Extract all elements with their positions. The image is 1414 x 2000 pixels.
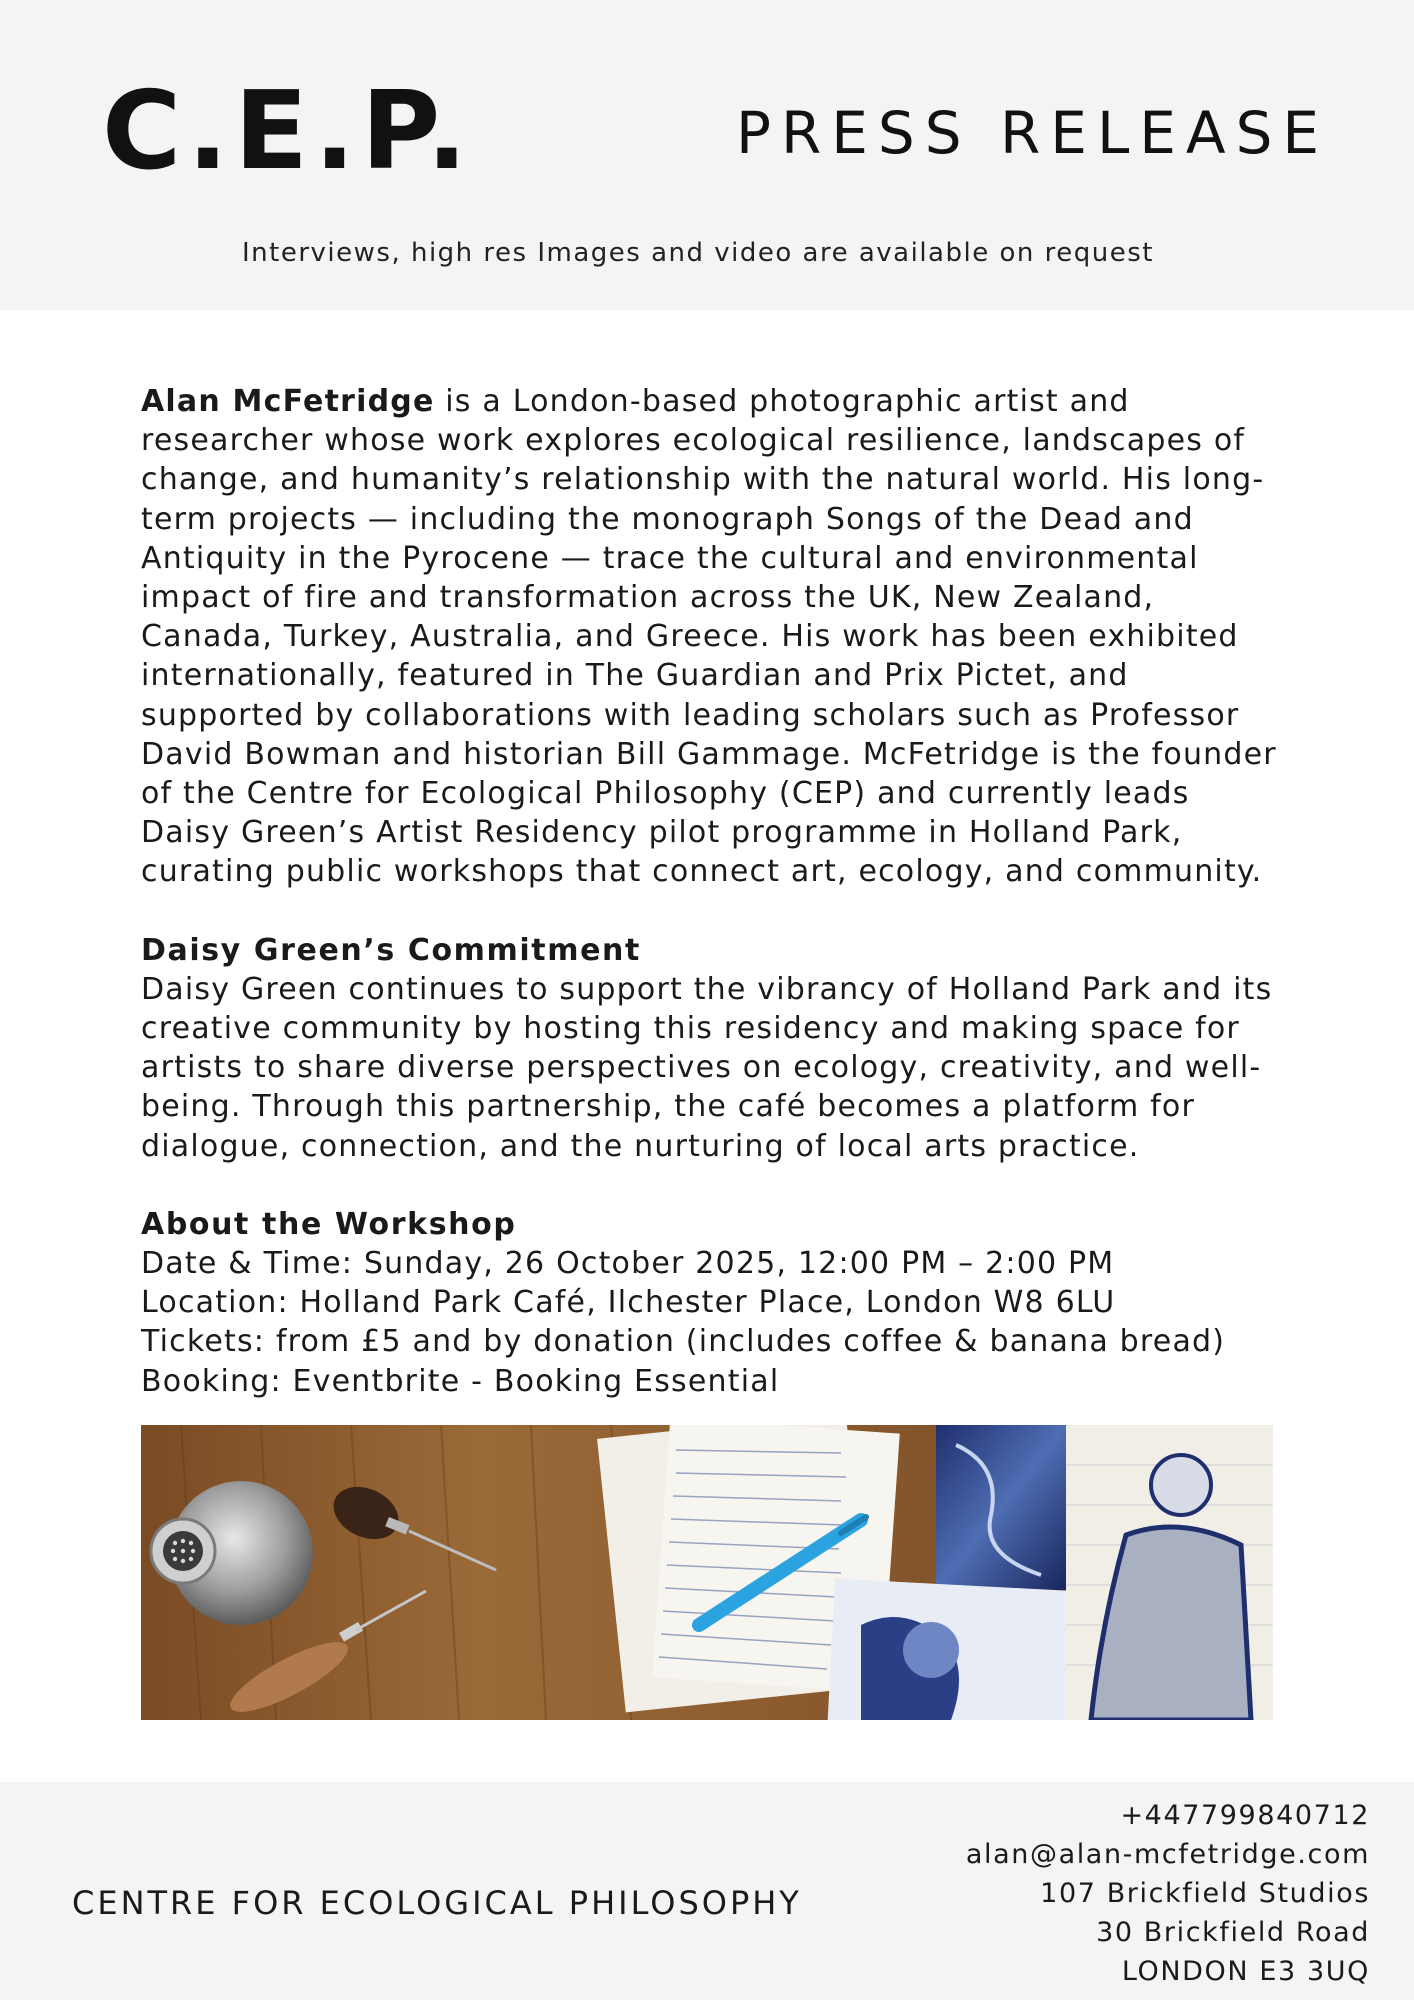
bio-line: supported by collaborations with leading scholars such as Professor <box>141 697 1240 733</box>
commitment-line: Daisy Green continues to support the vibrancy of Holland Park and its <box>141 971 1273 1007</box>
bio-line: internationally, featured in The Guardian and Prix Pictet, and <box>141 658 1129 694</box>
workshop-location: Location: Holland Park Café, Ilchester Place, London W8 6LU <box>141 1285 1116 1321</box>
workshop-photo <box>141 1425 1273 1720</box>
bio-line: change, and humanity’s relationship with the natural world. His long- <box>141 462 1265 498</box>
workshop-booking: Booking: Eventbrite - Booking Essential <box>141 1363 780 1399</box>
bio-line: of the Centre for Ecological Philosophy (CEP) and currently leads <box>141 776 1190 812</box>
footer <box>0 1782 1414 2000</box>
workshop-heading: About the Workshop <box>141 1206 517 1242</box>
workshop-date: Date & Time: Sunday, 26 October 2025, 12:00 PM – 2:00 PM <box>141 1246 1115 1282</box>
bio-line: David Bowman and historian Bill Gammage. McFetridge is the founder <box>141 736 1277 772</box>
availability-note: Interviews, high res Images and video are available on request <box>242 238 1154 268</box>
header <box>0 0 1414 310</box>
address-line: 107 Brickfield Studios <box>1040 1878 1370 1909</box>
address-line: LONDON E3 3UQ <box>1121 1956 1370 1987</box>
bio-line: Antiquity in the Pyrocene — trace the cultural and environmental <box>141 540 1199 576</box>
workshop-tickets: Tickets: from £5 and by donation (includes coffee & banana bread) <box>141 1324 1226 1360</box>
bio-paragraph <box>141 382 1281 421</box>
commitment-heading: Daisy Green’s Commitment <box>141 932 641 968</box>
cep-logo: C.E.P. <box>102 69 474 194</box>
press-release-title: PRESS RELEASE <box>736 99 1330 167</box>
bio-line: Canada, Turkey, Australia, and Greece. His work has been exhibited <box>141 619 1239 655</box>
phone-number[interactable]: +447799840712 <box>1120 1800 1370 1831</box>
figure-print <box>1066 1425 1273 1720</box>
commitment-line: creative community by hosting this residency and making space for <box>141 1011 1240 1047</box>
address-line: 30 Brickfield Road <box>1096 1917 1370 1948</box>
blue-print-portrait <box>827 1579 1085 1720</box>
bio-line: is a London-based photographic artist and <box>434 384 1130 419</box>
bio-line: Daisy Green’s Artist Residency pilot programme in Holland Park, <box>141 815 1183 851</box>
bio-line: curating public workshops that connect art, ecology, and community. <box>141 854 1263 890</box>
blue-print-top <box>936 1425 1066 1590</box>
bio-line: impact of fire and transformation across the UK, New Zealand, <box>141 580 1155 616</box>
commitment-line: artists to share diverse perspectives on ecology, creativity, and well- <box>141 1050 1262 1086</box>
artist-name: Alan McFetridge <box>141 384 435 419</box>
email-address[interactable]: alan@alan-mcfetridge.com <box>965 1839 1370 1870</box>
bio-line: term projects — including the monograph Songs of the Dead and <box>141 501 1194 537</box>
spacer <box>141 1166 1281 1205</box>
organization-name: CENTRE FOR ECOLOGICAL PHILOSOPHY <box>72 1884 802 1922</box>
commitment-line: being. Through this partnership, the café becomes a platform for <box>141 1089 1196 1125</box>
spacer <box>141 892 1281 931</box>
commitment-line: dialogue, connection, and the nurturing of local arts practice. <box>141 1128 1140 1164</box>
workshop-photo-illustration <box>141 1425 1273 1720</box>
contact-block <box>966 1796 1370 1991</box>
bio-line: researcher whose work explores ecological resilience, landscapes of <box>141 423 1246 459</box>
press-body <box>141 382 1281 1401</box>
